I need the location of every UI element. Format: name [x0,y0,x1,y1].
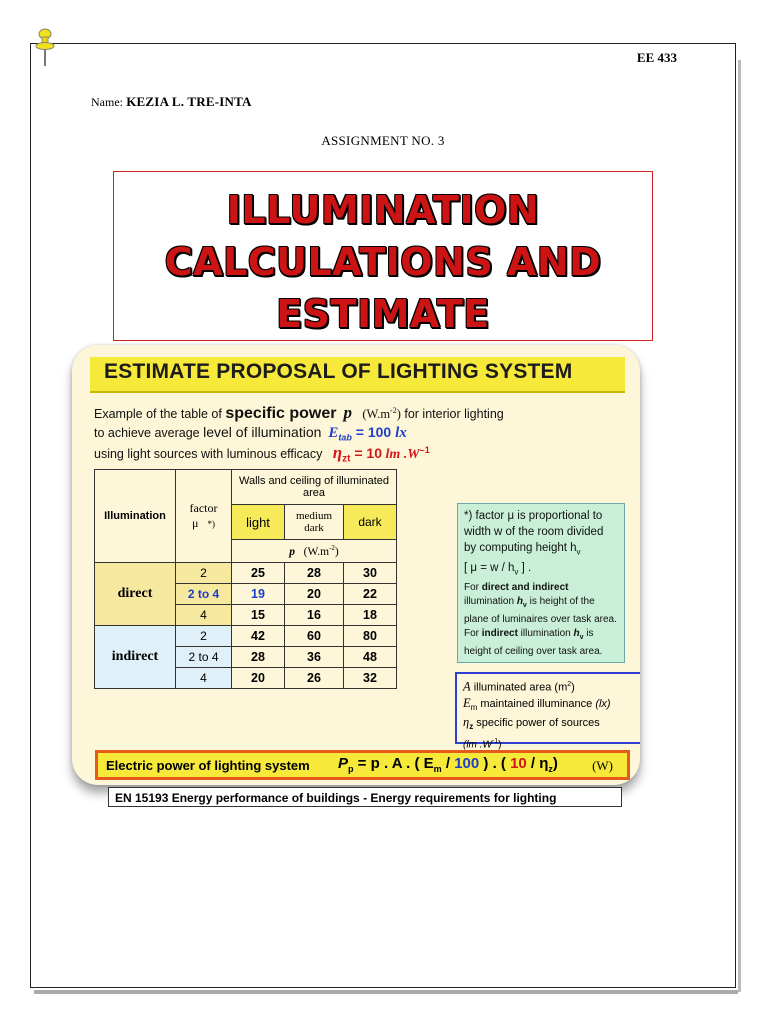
col-illumination: Illumination [95,470,176,563]
unit-row: p $(W.m^{-2})$ [232,540,397,563]
specific-power-table [94,469,397,689]
table-row: 4 15 16 18 [95,605,397,626]
power-label: Electric power of lighting system [106,758,310,773]
col-light: light [232,505,285,540]
student-name: KEZIA L. TRE-INTA [126,94,252,109]
title-line-3: ESTIMATE [276,292,490,336]
student-name-row [91,94,252,110]
power-unit: (W) [592,758,613,773]
table-row: indirect 2 42 60 80 [95,626,397,647]
title-box [113,171,653,341]
page-shadow-bottom [34,990,738,994]
standard-reference: EN 15193 Energy performance of buildings - Energy requirements for lighting [108,787,622,807]
col-factor: factor μ *) [176,470,232,563]
power-formula: $P_p = p$ . A . ( $E_m / 100$ ) . ( $10 / \eta_z$) [338,755,558,774]
col-walls-ceiling: Walls and ceiling of illuminated area [232,470,397,505]
intro-line-2: to achieve average level of illumination $E_{tab} = 100$ lx [94,424,407,443]
table-row: 2 to 4 28 36 48 [95,647,397,668]
col-dark: dark [344,505,397,540]
pushpin-icon [34,28,56,68]
table-row: 4 20 26 32 [95,668,397,689]
course-code: EE 433 [636,50,677,65]
power-formula-box [95,750,630,780]
group-indirect: indirect [95,626,176,689]
symbol-legend-box: A illuminated area $(m^2)$ $E_m$ maintained illuminance (lx) $\eta_z$ specific power of sources (lm $.W^{-1}$) [455,672,640,744]
col-medium-dark: medium dark [285,505,344,540]
table-row: direct 2 25 28 30 [95,563,397,584]
intro-line-1: Example of the table of specific power p $(W.m^{-2})$ for interior lighting [94,403,504,422]
title-line-1: ILLUMINATION [226,188,540,232]
assignment-number: ASSIGNMENT NO. 3 [321,133,445,148]
title-line-2: CALCULATIONS AND [164,240,602,284]
factor-note-box: *) factor μ is proportional to width w of the room divided by computing height $h_v$ [ $\mu = w / h_v$ ] . For direct and indirect illumination $h_v$ is height of the plane of luminaires over task area. For indirect illumination $h_v$ is height of ceiling over task area. [457,503,625,663]
intro-line-3: using light sources with luminous efficacy $\eta_{zt} = 10$ lm $.W^{-1}$ [94,443,430,465]
name-label: Name: [91,95,123,109]
slide-heading: ESTIMATE PROPOSAL OF LIGHTING SYSTEM [104,360,573,383]
lighting-estimate-slide [72,345,640,785]
table-row: 2 to 4 19 20 22 [95,584,397,605]
group-direct: direct [95,563,176,626]
page-shadow-right [738,60,741,992]
